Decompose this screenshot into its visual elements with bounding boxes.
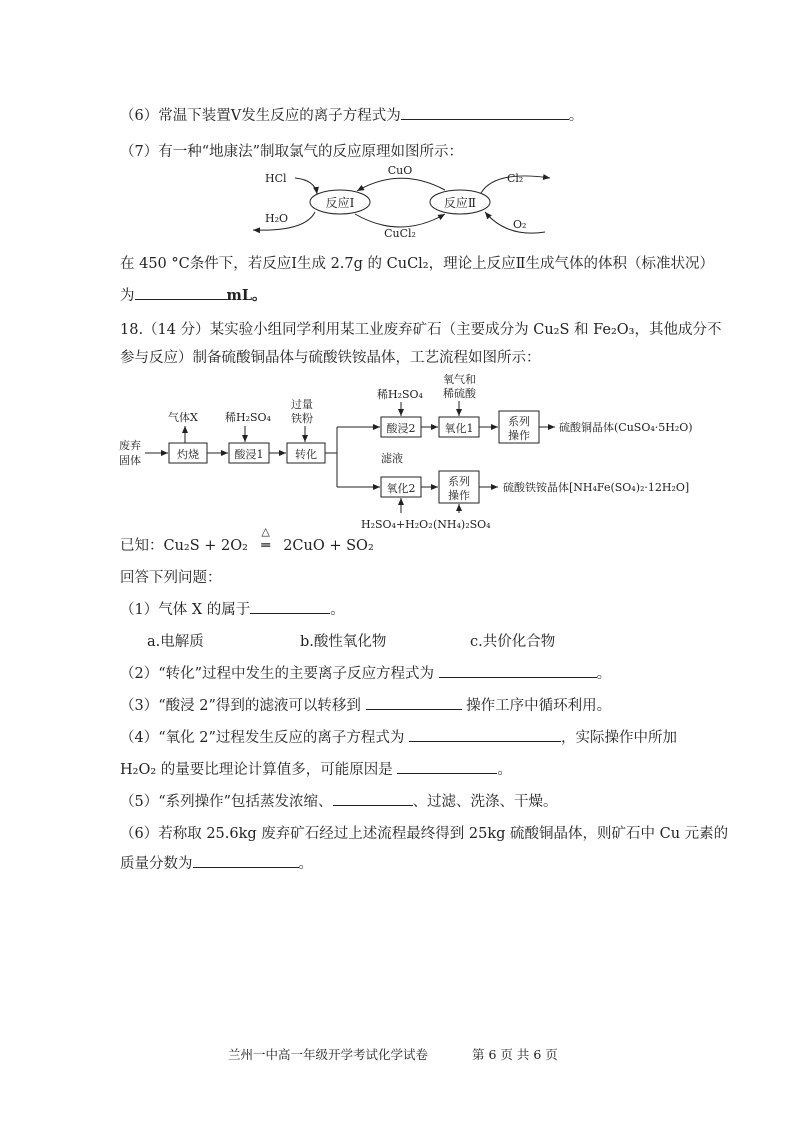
gasx-label: 气体X	[168, 411, 198, 424]
ops2-label-1: 系列	[448, 475, 470, 488]
s4-line2-post: 。	[497, 762, 512, 778]
cucl2-arrow	[355, 214, 445, 227]
option-b: b.酸性氧化物	[300, 634, 387, 650]
s6-line2	[120, 852, 313, 873]
filtrate-label: 滤液	[381, 452, 403, 465]
q18-line2: 参与反应）制备硫酸铜晶体与硫酸铁铵晶体，工艺流程如图所示：	[120, 350, 541, 366]
s5-blank	[333, 791, 413, 806]
acid1-label: 酸浸1	[234, 448, 264, 461]
reagent-ops2-label: (NH₄)₂SO₄	[433, 518, 491, 531]
q6-line	[120, 104, 583, 125]
hcl-label: HCl	[265, 172, 287, 185]
q6-text: （6）常温下装置V发生反应的离子方程式为	[120, 108, 401, 124]
cl2-label: Cl₂	[507, 172, 524, 185]
ox2-label: 氧化2	[386, 482, 416, 495]
ops1-label-2: 操作	[508, 429, 530, 442]
o2-acid-label-1: 氧气和	[443, 373, 476, 386]
q6-end: 。	[568, 108, 584, 124]
s6-line2-post: 。	[298, 856, 313, 872]
q7-line2-post: mL。	[226, 287, 267, 304]
hcl-arrow	[295, 178, 317, 194]
ox1-label: 氧化1	[444, 422, 474, 435]
answer-prompt: 回答下列问题：	[120, 570, 222, 586]
reaction-2-label: 反应Ⅱ	[443, 196, 477, 210]
heat-equals: △ ═	[253, 538, 279, 554]
o2-acid-label-2: 稀硫酸	[443, 387, 476, 400]
s4-line1	[120, 726, 677, 747]
known-pre: 已知：Cu₂S + 2O₂	[120, 538, 248, 554]
s6-line2-pre: 质量分数为	[120, 856, 193, 872]
dil-h2so4-2-label: 稀H₂SO₄	[377, 388, 423, 401]
s5-post: 、过滤、洗涤、干燥。	[412, 794, 558, 810]
o2-label: O₂	[513, 218, 527, 231]
option-c: c.共价化合物	[470, 634, 556, 650]
ops1-label-1: 系列	[508, 415, 530, 428]
s6-line1: （6）若称取 25.6kg 废弃矿石经过上述流程最终得到 25kg 硫酸铜晶体，则矿石中 Cu 元素的	[120, 826, 729, 842]
q7-line2	[120, 284, 267, 305]
s1-post: 。	[330, 602, 345, 618]
cuo-label: CuO	[387, 164, 413, 177]
footer-school: 兰州一中高一年级开学考试化学试卷	[228, 1047, 429, 1062]
q7-line1: 在 450 °C条件下，若反应Ⅰ生成 2.7g 的 CuCl₂，理论上反应Ⅱ生成气体的体积（标准状况）	[120, 256, 714, 272]
q7-stem: （7）有一种“地康法”制取氯气的反应原理如图所示：	[120, 144, 464, 160]
s4-line2	[120, 758, 512, 779]
excess-fe-label-1: 过量	[291, 398, 313, 411]
burn-label: 灼烧	[177, 448, 199, 461]
s4-blank-1	[409, 727, 561, 742]
s1-pre: （1）气体 X 的属于	[120, 602, 251, 618]
s4-line2-pre: H₂O₂ 的量要比理论计算值多，可能原因是	[120, 762, 393, 778]
s4-pre: （4）“氧化 2”过程发生反应的离子方程式为	[120, 730, 405, 746]
s1-blank	[250, 599, 330, 614]
q7-blank	[135, 285, 227, 300]
s2-pre: （2）“转化”过程中发生的主要离子反应方程式为	[120, 666, 435, 682]
s3-blank	[366, 695, 462, 710]
s6-blank	[193, 853, 299, 868]
s3-pre: （3）“酸浸 2”得到的滤液可以转移到	[120, 698, 361, 714]
acid2-label: 酸浸2	[386, 422, 416, 435]
s4-blank-2	[397, 759, 497, 774]
cuo-arrow	[357, 178, 445, 191]
s4-mid: ，实际操作中所加	[561, 730, 677, 746]
known-post: 2CuO + SO₂	[283, 538, 374, 554]
ops2-label-2: 操作	[448, 489, 470, 502]
footer-page: 第 6 页 共 6 页	[472, 1047, 558, 1062]
option-a: a.电解质	[147, 634, 204, 650]
dil-h2so4-1-label: 稀H₂SO₄	[225, 411, 271, 424]
s2-line	[120, 662, 611, 683]
q7-line2-pre: 为	[120, 288, 135, 304]
s5-pre: （5）“系列操作”包括蒸发浓缩、	[120, 794, 333, 810]
reagent-ox2-label: H₂SO₄+H₂O₂	[361, 518, 433, 531]
delta-sign: △	[261, 525, 270, 538]
s2-blank	[439, 663, 597, 678]
convert-label: 转化	[295, 448, 317, 461]
s5-line	[120, 790, 558, 811]
reaction-1-label: 反应Ⅰ	[325, 196, 355, 210]
s3-post: 操作工序中循环利用。	[466, 698, 612, 714]
dikang-cycle-diagram	[245, 160, 565, 244]
cucl2-label: CuCl₂	[384, 227, 416, 240]
product1-label: 硫酸铜晶体(CuSO₄·5H₂O)	[559, 421, 693, 434]
start-label-1: 废弃	[119, 439, 141, 452]
q18-line1: 18.（14 分）某实验小组同学利用某工业废弃矿石（主要成分为 Cu₂S 和 Fe₂O₃，其他成分不	[120, 322, 722, 338]
s3-line	[120, 694, 611, 715]
start-label-2: 固体	[119, 454, 141, 467]
excess-fe-label-2: 铁粉	[291, 412, 313, 425]
s1-line	[120, 598, 345, 619]
product2-label: 硫酸铁铵晶体[NH₄Fe(SO₄)₂·12H₂O]	[503, 481, 690, 494]
s2-post: 。	[596, 666, 612, 682]
known-equation	[120, 525, 374, 555]
q6-blank	[401, 105, 569, 120]
h2o-label: H₂O	[265, 212, 289, 225]
process-flow-diagram	[115, 370, 715, 540]
